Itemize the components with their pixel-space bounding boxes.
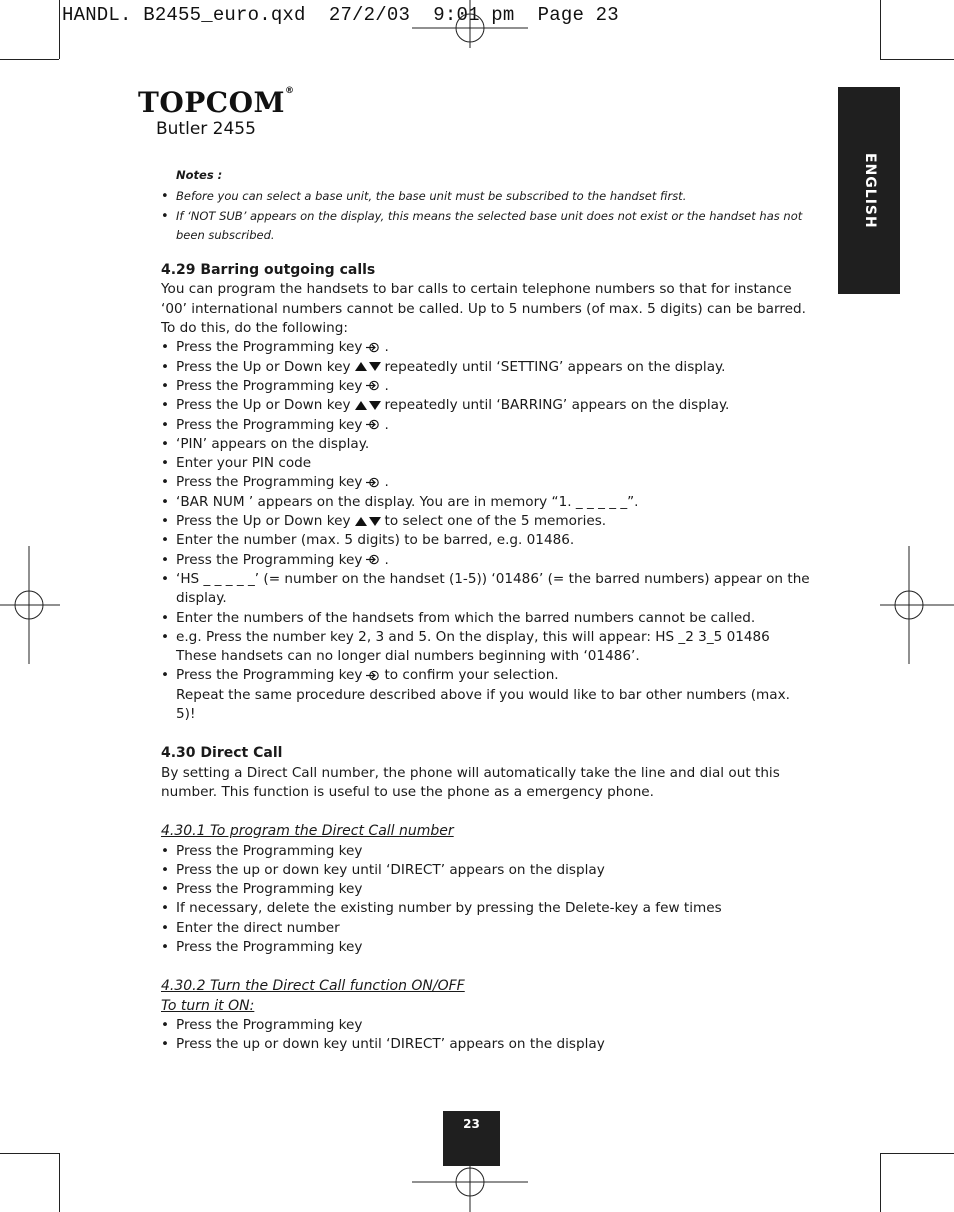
step-text: e.g. Press the number key 2, 3 and 5. On the display, this will appear: HS _2 3_5 01486 [176,628,770,645]
step-suffix: repeatedly until ‘BARRING’ appears on the display. [384,397,730,414]
list-item [161,416,811,435]
section-heading-direct-call: 4.30 Direct Call [161,745,283,762]
step-text: Press the Programming key [176,474,363,491]
list-item [161,609,811,628]
page-number [443,1111,500,1166]
step-suffix: to confirm your selection. [384,667,559,684]
list-item [161,551,811,570]
list-item: • Enter the direct number [161,919,811,938]
step-text: Press the Up or Down key [176,397,351,414]
turn-on-steps [161,1016,811,1055]
notes-title: Notes : [176,168,223,182]
list-item [161,628,811,667]
step-text: Enter the number (max. 5 digits) to be barred, e.g. 01486. [176,532,575,549]
barring-intro: You can program the handsets to bar calls to certain telephone numbers so that for instance ‘00’ international numbers cannot be called. Up to 5 numbers (of max. 5 digits) can be barred. [161,281,806,317]
up-down-key-icon [354,516,382,527]
list-item [161,396,811,415]
barring-intro-2: To do this, do the following: [161,320,348,337]
step-text: Press the Programming key [176,377,363,394]
file-slug: HANDL. B2455_euro.qxd 27/2/03 9:01 pm Page 23 [62,4,619,26]
step-text: Press the Programming key [176,339,363,356]
page-content [161,166,811,1054]
list-item [161,338,811,357]
step-text: Enter your PIN code [176,455,312,472]
subsection-program-direct: 4.30.1 To program the Direct Call number [161,823,454,840]
list-item: • Press the up or down key until ‘DIRECT’ appears on the display [161,1035,811,1054]
list-item [161,666,811,724]
brand-logo: TOPCOM® [138,86,295,119]
direct-intro: By setting a Direct Call number, the phone will automatically take the line and dial out this number. This function is useful to use the phone as a emergency phone. [161,764,780,800]
list-item [161,454,811,473]
list-item: • Press the Programming key [161,1016,811,1035]
note-item: • Before you can select a base unit, the base unit must be subscribed to the handset first. [161,187,811,206]
crop-mark [880,0,881,59]
programming-key-icon [365,553,381,566]
step-suffix: repeatedly until ‘SETTING’ appears on the display. [384,358,726,375]
step-text: Press the Programming key [176,667,363,684]
step-suffix: . [384,416,389,433]
step-text: ‘PIN’ appears on the display. [176,435,370,452]
step-suffix: to select one of the 5 memories. [384,513,607,530]
list-item: • Press the Programming key [161,842,811,861]
crop-mark [880,1153,881,1212]
up-down-key-icon [354,400,382,411]
list-item [161,435,811,454]
subsection-turn-on: To turn it ON: [161,997,255,1014]
step-suffix: . [384,474,389,491]
step-suffix: . [384,377,389,394]
programming-key-icon [365,341,381,354]
step-text: Press the Up or Down key [176,513,351,530]
programming-key-icon [365,669,381,682]
list-item [161,512,811,531]
step-suffix: . [384,551,389,568]
list-item [161,531,811,550]
list-item [161,377,811,396]
list-item: • Press the Programming key [161,880,811,899]
programming-key-icon [365,418,381,431]
crop-mark [880,1153,954,1154]
crop-mark [59,1153,60,1212]
language-tab [838,87,900,294]
list-item: • Press the Programming key [161,938,811,957]
registration-mark-bottom [410,1164,530,1212]
step-note: Repeat the same procedure described above if you would like to bar other numbers (max. 5)! [176,686,790,723]
step-suffix: . [384,339,389,356]
step-text: Enter the numbers of the handsets from which the barred numbers cannot be called. [176,609,756,626]
step-text: ‘BAR NUM ’ appears on the display. You are in memory “1. _ _ _ _ _”. [176,493,639,510]
list-item [161,493,811,512]
section-heading-barring: 4.29 Barring outgoing calls [161,262,376,279]
step-text: Press the Programming key [176,416,363,433]
page-number-label: 23 [463,1117,480,1131]
programming-key-icon [365,476,381,489]
model-name: Butler 2455 [156,119,256,139]
subsection-toggle-direct: 4.30.2 Turn the Direct Call function ON/OFF [161,978,465,995]
crop-mark [0,1153,59,1154]
step-note: These handsets can no longer dial numbers beginning with ‘01486’. [176,648,640,665]
step-text: ‘HS _ _ _ _ _’ (= number on the handset (1-5)) ‘01486’ (= the barred numbers) appear on the display. [176,570,810,607]
registration-mark-top [410,0,530,48]
step-text: Press the Programming key [176,551,363,568]
list-item: • Press the up or down key until ‘DIRECT’ appears on the display [161,861,811,880]
list-item [161,473,811,492]
list-item: • If necessary, delete the existing number by pressing the Delete-key a few times [161,899,811,918]
registration-mark-left [0,546,60,664]
list-item [161,358,811,377]
list-item [161,570,811,609]
language-tab-label: ENGLISH [862,153,878,229]
programming-key-icon [365,379,381,392]
crop-mark [880,59,954,60]
barring-steps [161,338,811,724]
crop-mark [0,59,59,60]
step-text: Press the Up or Down key [176,358,351,375]
up-down-key-icon [354,361,382,372]
program-steps [161,842,811,958]
crop-mark [59,0,60,59]
note-item: • If ‘NOT SUB’ appears on the display, this means the selected base unit does not exist or the handset has not been subscribed. [161,207,811,246]
registration-mark-right [880,546,954,664]
